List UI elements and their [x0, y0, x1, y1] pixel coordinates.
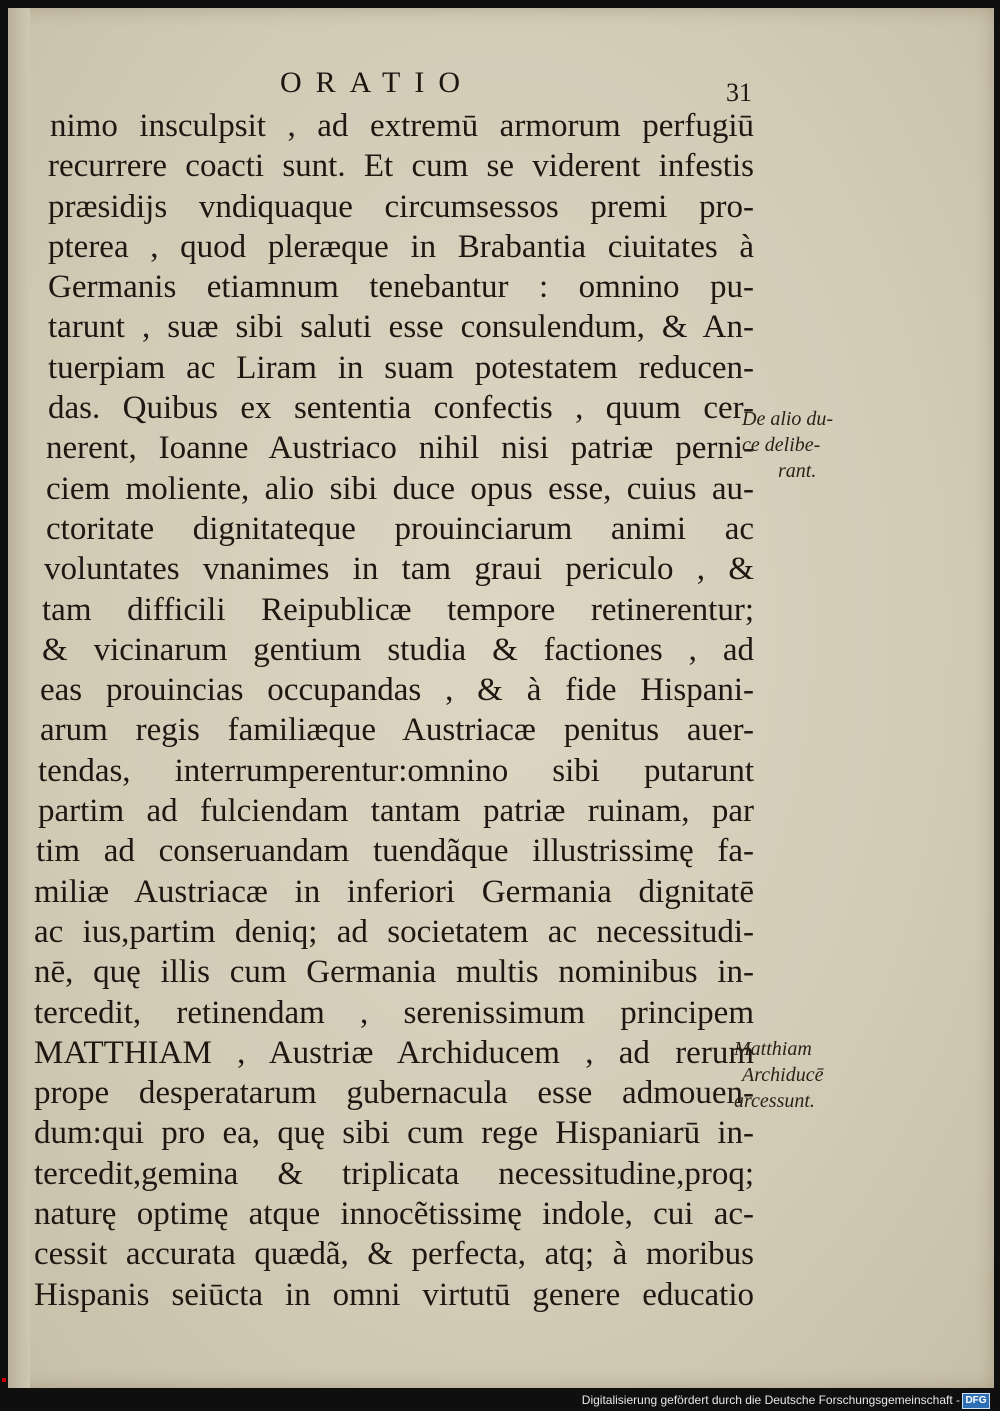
running-head: ORATIO [280, 66, 474, 99]
marginal-note [734, 1036, 823, 1114]
marginal-note-line: ce delibe- [742, 434, 821, 456]
marginal-note-line: rant. [778, 460, 817, 482]
dfg-logo: DFG [962, 1393, 990, 1409]
text-line: das. Quibus ex sententia confectis , quum cer- [48, 390, 754, 427]
text-line: nimo insculpsit , ad extremū armorum perfugiū [50, 108, 754, 144]
text-line: naturę optimę atque innocẽtissimę indole, cui ac- [34, 1196, 754, 1233]
text-line: Hispanis seiūcta in omni virtutū genere educatio [34, 1276, 754, 1313]
text-line: arum regis familiæque Austriacæ penitus auer- [40, 712, 754, 749]
text-line: nē, quę illis cum Germania multis nominibus in- [34, 954, 754, 991]
main-text-block [34, 106, 754, 1315]
text-line: MATTHIAM , Austriæ Archiducem , ad rerum [34, 1034, 754, 1071]
text-line: voluntates vnanimes in tam graui periculo , & [44, 551, 754, 588]
funding-credit: Digitalisierung gefördert durch die Deutsche Forschungsgemeinschaft - [581, 1393, 960, 1407]
text-line: prope desperatarum gubernacula esse admouen- [34, 1075, 754, 1112]
text-line: præsidijs vndiquaque circumsessos premi pro- [48, 188, 754, 225]
marginal-note-line: arcessunt. [734, 1090, 815, 1112]
text-line: tam difficili Reipublicæ tempore retinerentur; [42, 591, 754, 628]
text-line: recurrere coacti sunt. Et cum se viderent infestis [48, 148, 754, 185]
text-line: tim ad conseruandam tuendãque illustrissimę fa- [36, 833, 754, 870]
text-line: cessit accurata quædã, & perfecta, atq; à moribus [34, 1236, 754, 1273]
text-line: nerent, Ioanne Austriaco nihil nisi patriæ perni- [46, 430, 754, 467]
text-line: & vicinarum gentium studia & factiones , ad [42, 631, 754, 668]
marginal-note-line: Archiducē [742, 1064, 824, 1086]
marginal-note-line: De alio du- [742, 408, 834, 430]
text-line: ac ius,partim deniq; ad societatem ac necessitudi- [34, 913, 754, 950]
page-header [0, 66, 986, 110]
text-line: tercedit, retinendam , serenissimum principem [34, 994, 754, 1031]
page-gutter [8, 8, 30, 1388]
page-number: 31 [726, 78, 752, 107]
marginal-note [742, 406, 833, 484]
text-line: tuerpiam ac Liram in suam potestatem reducen- [48, 349, 754, 386]
text-line: tarunt , suæ sibi saluti esse consulendum, & An- [48, 309, 754, 346]
text-line: Germanis etiamnum tenebantur : omnino pu- [48, 269, 754, 306]
text-line: miliæ Austriacæ in inferiori Germania dignitatē [34, 873, 754, 910]
text-line: eas prouincias occupandas , & à fide Hispani- [40, 672, 754, 709]
marginal-note-line: Matthiam [734, 1038, 812, 1060]
text-line: partim ad fulciendam tantam patriæ ruinam, par [38, 793, 754, 830]
text-line: tendas, interrumperentur:omnino sibi putarunt [38, 752, 754, 789]
text-line: ctoritate dignitateque prouinciarum animi ac [46, 510, 754, 547]
text-line: tercedit,gemina & triplicata necessitudine,proq; [34, 1155, 754, 1192]
text-line: ciem moliente, alio sibi duce opus esse, cuius au- [46, 470, 754, 507]
text-line: pterea , quod pleræque in Brabantia ciuitates à [48, 228, 754, 265]
text-line: dum:qui pro ea, quę sibi cum rege Hispaniarū in- [34, 1115, 754, 1152]
scan-mark [2, 1378, 6, 1382]
